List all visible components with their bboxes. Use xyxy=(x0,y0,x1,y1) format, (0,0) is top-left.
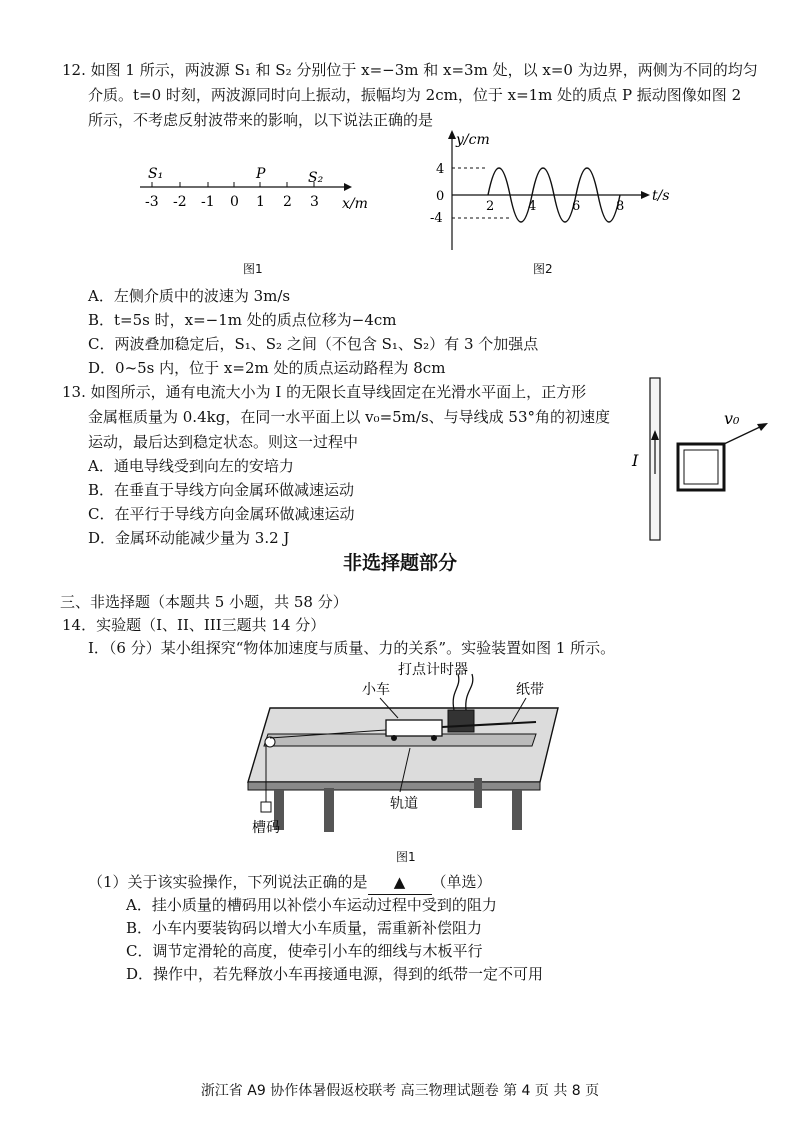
table-leg xyxy=(474,778,482,808)
tick-label: -2 xyxy=(173,194,187,210)
cart-label: 小车 xyxy=(362,682,390,698)
cart xyxy=(386,720,442,736)
q12-option-a: A．左侧介质中的波速为 3m/s xyxy=(88,287,291,305)
q12-figure-2 xyxy=(420,128,680,258)
timer-wires xyxy=(453,674,473,710)
x-axis-arrow xyxy=(344,183,352,191)
source-s1-label: S₁ xyxy=(148,166,164,182)
q14-option-a: A．挂小质量的槽码用以补偿小车运动过程中受到的阻力 xyxy=(126,896,497,914)
table-leg xyxy=(324,788,334,832)
current-label: I xyxy=(632,451,639,470)
section-title: 非选择题部分 xyxy=(342,552,457,574)
tick-label: 3 xyxy=(310,194,319,210)
y-axis-arrow xyxy=(448,130,456,139)
q13-option-c: C．在平行于导线方向金属环做减速运动 xyxy=(88,505,355,523)
fig2-caption: 图2 xyxy=(533,262,553,276)
x-ticks xyxy=(152,182,314,187)
timer-label: 打点计时器 xyxy=(398,662,468,678)
metal-frame-outer xyxy=(678,444,724,490)
source-s2-label: S₂ xyxy=(308,170,324,186)
velocity-label: v₀ xyxy=(724,409,740,428)
tape-label: 纸带 xyxy=(516,682,544,698)
table-edge xyxy=(248,782,540,790)
q13-line-2: 金属框质量为 0.4kg，在同一水平面上以 v₀=5m/s、与导线成 53°角的初速度 xyxy=(88,408,611,426)
t-axis-label: t/s xyxy=(652,188,670,204)
tick-label: 0 xyxy=(230,194,239,210)
tick-label: 2 xyxy=(283,194,292,210)
q13-line-3: 运动，最后达到稳定状态。则这一过程中 xyxy=(88,433,359,451)
q14-fig-caption: 图1 xyxy=(396,850,416,864)
q14-sub1-stem xyxy=(88,870,492,895)
t-tick-4: 4 xyxy=(528,199,537,214)
t-tick-2: 2 xyxy=(486,199,495,214)
section-heading: 三、非选择题（本题共 5 小题，共 58 分） xyxy=(60,593,348,611)
point-p-label: P xyxy=(256,166,266,182)
q12-line-3: 所示，不考虑反射波带来的影响，以下说法正确的是 xyxy=(88,111,434,129)
q12-line-1: 12. 如图 1 所示，两波源 S₁ 和 S₂ 分别位于 x=−3m 和 x=3m 处，以 x=0 为边界，两侧为不同的均匀 xyxy=(62,61,758,79)
q14-apparatus-figure xyxy=(240,660,580,840)
q13-figure xyxy=(628,374,778,544)
answer-blank[interactable]: ▲ xyxy=(368,870,432,895)
q12-option-b: B．t=5s 时，x=−1m 处的质点位移为−4cm xyxy=(88,311,397,329)
q12-option-c: C．两波叠加稳定后，S₁、S₂ 之间（不包含 S₁、S₂）有 3 个加强点 xyxy=(88,335,539,353)
q14-option-c: C．调节定滑轮的高度，使牵引小车的细线与木板平行 xyxy=(126,942,483,960)
q14-sub1-prefix: （1）关于该实验操作，下列说法正确的是 xyxy=(88,873,368,891)
velocity-arrow xyxy=(724,426,762,444)
t-tick-8: 8 xyxy=(616,199,625,214)
t-axis-arrow xyxy=(641,191,650,199)
q13-line-1: 13. 如图所示，通有电流大小为 I 的无限长直导线固定在光滑水平面上，正方形 xyxy=(62,383,587,401)
weight-label: 槽码 xyxy=(252,820,280,836)
q13-option-b: B．在垂直于导线方向金属环做减速运动 xyxy=(88,481,355,499)
q14-option-d: D．操作中，若先释放小车再接通电源，得到的纸带一定不可用 xyxy=(126,965,544,983)
track-label: 轨道 xyxy=(390,796,418,812)
tick-label: 1 xyxy=(256,194,265,210)
tick-label: -3 xyxy=(145,194,159,210)
q13-option-d: D．金属环动能减少量为 3.2 J xyxy=(88,529,290,547)
q14-sub1-suffix: （单选） xyxy=(431,873,492,891)
q12-figure-1 xyxy=(130,160,380,260)
hanging-weight xyxy=(261,802,271,812)
q12-line-2: 介质。t=0 时刻，两波源同时向上振动，振幅均为 2cm，位于 x=1m 处的质点 P 振动图像如图 2 xyxy=(88,86,742,104)
q13-option-a: A．通电导线受到向左的安培力 xyxy=(88,457,294,475)
table-leg xyxy=(512,790,522,830)
cart-wheel xyxy=(391,735,397,741)
metal-frame-inner xyxy=(684,450,718,484)
fig1-caption: 图1 xyxy=(243,262,263,276)
page-footer: 浙江省 A9 协作体暑假返校联考 高三物理试题卷 第 4 页 共 8 页 xyxy=(200,1083,600,1099)
timer xyxy=(448,710,474,732)
tick-label: -1 xyxy=(201,194,215,210)
y-axis-label: y/cm xyxy=(456,132,490,148)
cart-wheel xyxy=(431,735,437,741)
y-tick-neg4: -4 xyxy=(430,211,443,226)
x-axis-label: x/m xyxy=(342,196,368,212)
y-tick-4: 4 xyxy=(436,162,445,177)
q12-option-d: D．0~5s 内，位于 x=2m 处的质点运动路程为 8cm xyxy=(88,359,446,377)
q14-line-1: 14．实验题（I、II、III三题共 14 分） xyxy=(62,616,326,634)
t-tick-6: 6 xyxy=(572,199,581,214)
q14-option-b: B．小车内要装钩码以增大小车质量，需重新补偿阻力 xyxy=(126,919,483,937)
q14-part1: I．（6 分）某小组探究“物体加速度与质量、力的关系”。实验装置如图 1 所示。 xyxy=(88,639,616,657)
y-tick-0: 0 xyxy=(436,189,445,204)
